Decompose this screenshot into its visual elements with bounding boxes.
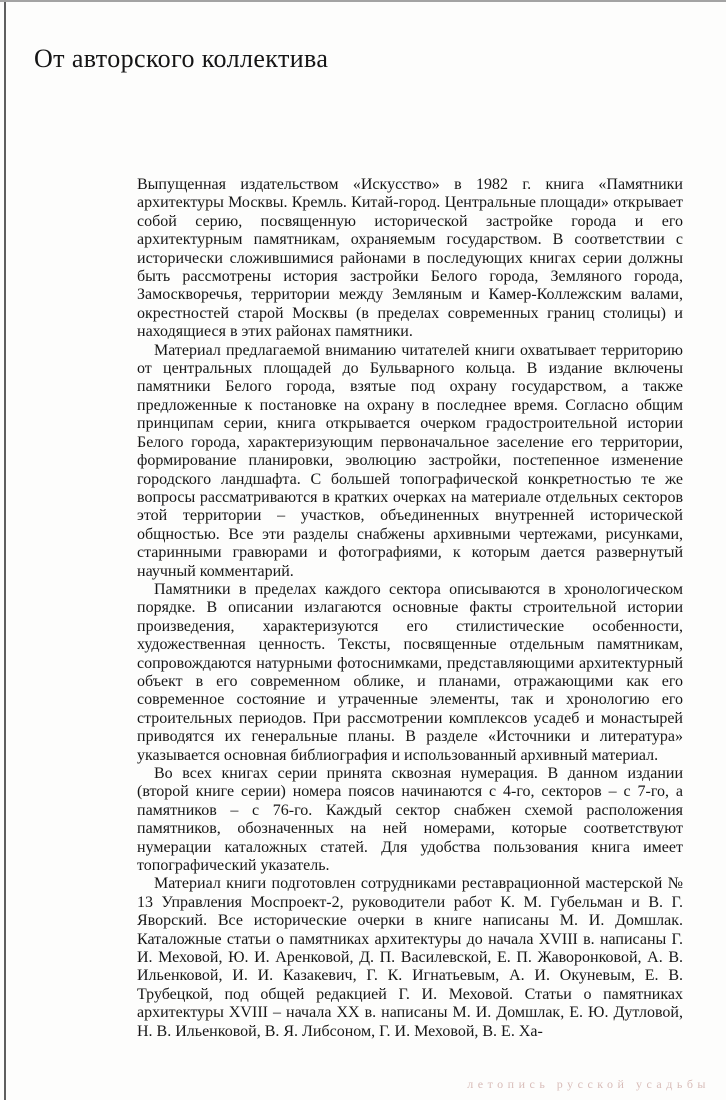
paragraph-book-scope: Материал предлагаемой вниманию читателей книги охватывает территорию от центральных площадей до Бульварного кольца. В издание включены памятники Белого города, взятые под охрану государством, а также предложенные к постановке на охрану в последнее время. Согласно общим принципам серии, книга открывается очерком градостроительной истории Белого города, характеризующим первоначальное заселение его территории, формирование планировки, эволюцию застройки, постепенное изменение городского ландшафта. С большей топографической конкретностью те же вопросы рассматриваются в кратких очерках на материале отдельных секторов этой территории – участков, объединенных внутренней исторической общностью. Все эти разделы снабжены архивными чертежами, рисунками, старинными гравюрами и фотографиями, к которым дается развернутый научный комментарий. [137,341,683,580]
paragraph-contributors: Материал книги подготовлен сотрудниками реставрационной мастерской № 13 Управления Моспроект-2, руководители работ К. М. Губельман и В. Г. Яворский. Все исторические очерки в книге написаны М. И. Домшлак. Каталожные статьи о памятниках архитектуры до начала XVIII в. написаны Г. И. Меховой, Ю. И. Аренковой, Д. П. Василевской, Е. П. Жаворонковой, А. В. Ильенковой, И. И. Казакевич, Г. К. Игнатьевым, А. И. Окуневым, Е. В. Трубецкой, под общей редакцией Г. И. Меховой. Статьи о памятниках архитектуры XVIII – начала XX в. написаны М. И. Домшлак, Е. Ю. Дутловой, Н. В. Ильенковой, В. Я. Либсоном, Г. И. Меховой, В. Е. Ха- [137,875,683,1040]
page-title: От авторского коллектива [34,44,329,73]
scan-edge-top [0,0,726,2]
watermark-text: летопись русской усадьбы [467,1077,710,1091]
paragraph-numbering: Во всех книгах серии принята сквозная нумерация. В данном издании (второй книге серии) номера поясов начинаются с 4-го, секторов – с 7-го, а памятников – с 76-го. Каждый сектор снабжен схемой расположения памятников, обозначенных на ней номерами, которые соответствуют нумерации каталожных статей. Для удобства пользования книга имеет топографический указатель. [137,765,683,875]
scan-edge-left [4,0,6,1100]
paragraph-intro-series: Выпущенная издательством «Искусство» в 1982 г. книга «Памятники архитектуры Москвы. Кремль. Китай-город. Центральные площади» открывает собой серию, посвященную исторической застройке города и его архитектурным памятникам, охраняемым государством. В соответствии с исторически сложившимися районами в последующих книгах серии должны быть рассмотрены история застройки Белого города, Земляного города, Замоскворечья, территории между Земляным и Камер-Коллежским валами, окрестностей старой Москвы (в пределах современных границ столицы) и находящиеся в этих районах памятники. [137,176,683,341]
paragraph-monument-descriptions: Памятники в пределах каждого сектора описываются в хронологическом порядке. В описании излагаются основные факты строительной истории произведения, характеризуются его стилистические особенности, художественная ценность. Тексты, посвященные отдельным памятникам, сопровождаются натурными фотоснимками, представляющими архитектурный объект в его современном облике, и планами, отражающими как его современное состояние и утраченные элементы, так и хронологию его строительных периодов. При рассмотрении комплексов усадеб и монастырей приводятся их генеральные планы. В разделе «Источники и литература» указывается основная библиография и использованный архивный материал. [137,580,683,764]
body-text [137,176,683,1041]
